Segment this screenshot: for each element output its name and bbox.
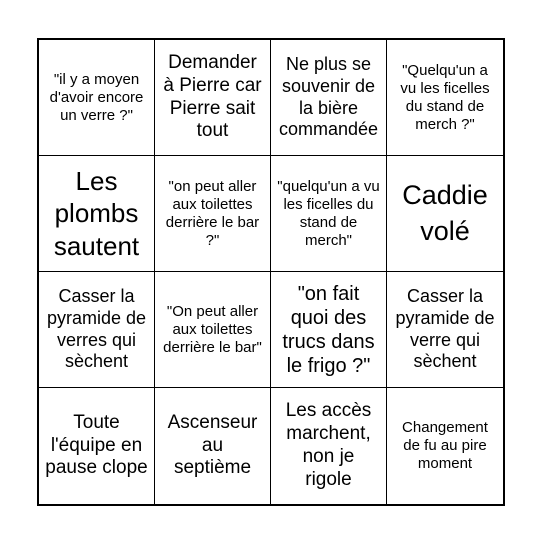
bingo-cell[interactable] <box>387 388 503 504</box>
cell-text: "Quelqu'un a vu les ficelles du stand de merch ?" <box>400 61 490 133</box>
cell-text: "on peut aller aux toilettes derrière le bar ?" <box>165 177 260 249</box>
bingo-cell[interactable] <box>387 40 503 156</box>
bingo-cell[interactable] <box>39 40 155 156</box>
cell-text: Ne plus se souvenir de la bière commandée <box>278 54 379 140</box>
cell-text: Les plombs sautent <box>53 165 140 261</box>
cell-text: "quelqu'un a vu les ficelles du stand de merch" <box>277 177 380 249</box>
bingo-cell[interactable] <box>271 272 387 388</box>
bingo-cell[interactable] <box>39 272 155 388</box>
bingo-cell[interactable] <box>155 388 271 504</box>
cell-text: "On peut aller aux toilettes derrière le bar" <box>163 302 262 356</box>
cell-text: Casser la pyramide de verres qui sèchent <box>46 286 147 372</box>
bingo-cell[interactable] <box>271 156 387 272</box>
cell-text: Casser la pyramide de verre qui sèchent <box>395 286 495 372</box>
bingo-cell[interactable] <box>155 272 271 388</box>
cell-text: Changement de fu au pire moment <box>402 419 488 472</box>
bingo-cell[interactable] <box>39 388 155 504</box>
cell-text: Demander à Pierre car Pierre sait tout <box>163 51 262 142</box>
bingo-cell[interactable] <box>39 156 155 272</box>
bingo-cell[interactable] <box>271 388 387 504</box>
cell-text: "il y a moyen d'avoir encore un verre ?" <box>49 70 144 124</box>
cell-text: "on fait quoi des trucs dans le frigo ?" <box>282 282 375 377</box>
bingo-cell[interactable] <box>387 156 503 272</box>
bingo-cell[interactable] <box>271 40 387 156</box>
bingo-board <box>37 38 505 506</box>
bingo-cell[interactable] <box>155 40 271 156</box>
cell-text: Toute l'équipe en pause clope <box>45 411 148 479</box>
cell-text: Caddie volé <box>402 180 488 246</box>
cell-text: Les accès marchent, non je rigole <box>285 400 372 490</box>
bingo-cell[interactable] <box>155 156 271 272</box>
bingo-cell[interactable] <box>387 272 503 388</box>
cell-text: Ascenseur au septième <box>167 411 258 479</box>
